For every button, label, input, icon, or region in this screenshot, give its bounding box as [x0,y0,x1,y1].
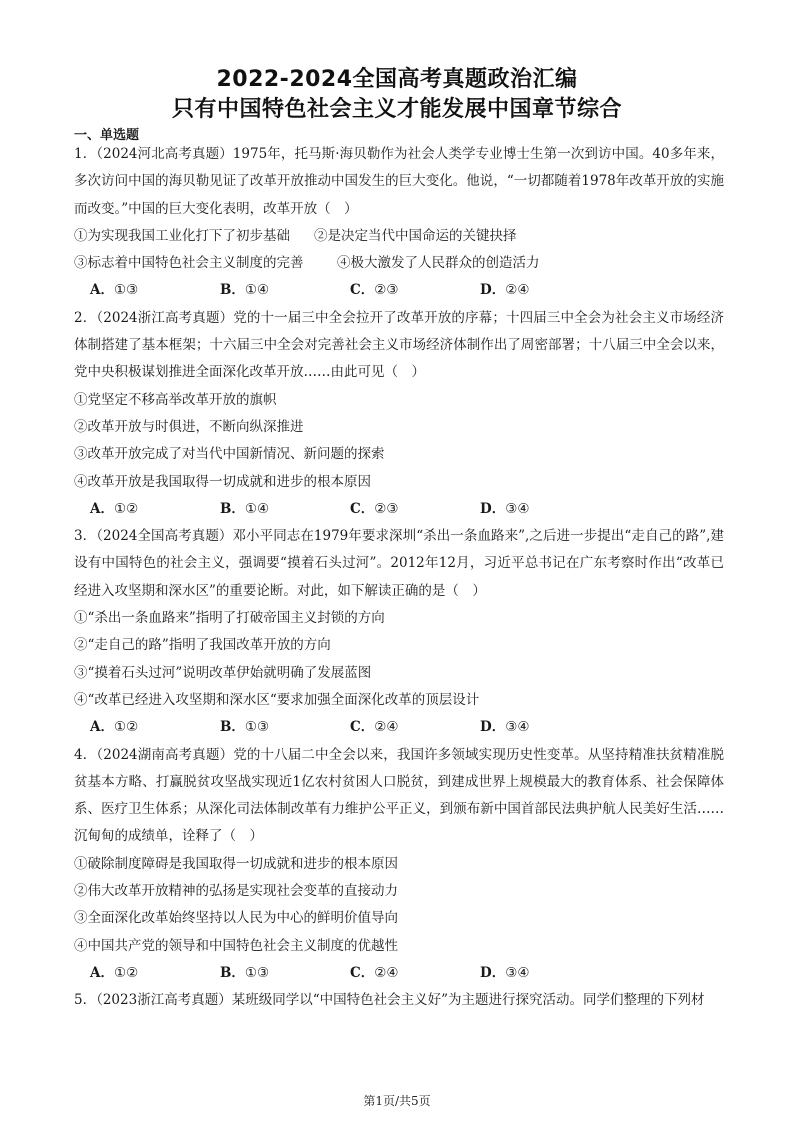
question-stem [74,305,724,387]
question-5 [74,987,724,1014]
statement-row [74,250,724,277]
question-text: 党的十一届三中全会拉开了改革开放的序幕；十四届三中全会为社会主义市场经济体制搭建了基本框架；十六届三中全会对完善社会主义市场经济体制作出了周密部署；十八届三中全会以来，党中央积极谋划推进全面深化改革开放……由此可见（ ） [74,309,725,381]
statement: ④改革开放是我国取得一切成就和进步的根本原因 [74,473,371,490]
question-text: 邓小平同志在1979年要求深圳“杀出一条血路来”,之后进一步提出“走自己的路”,建设有中国特色的社会主义，强调要“摸着石头过河”。2012年12月，习近平总书记在广东考察时作出“改革已经进入攻坚期和深水区”的重要论断。对此，如下解读正确的是（ ） [74,528,725,599]
statement: ①为实现我国工业化打下了初步基础 [74,227,290,244]
statement: ③“摸着石头过河”说明改革伊始就明确了发展蓝图 [74,664,372,681]
question-number: 2． [74,309,97,326]
choice-d[interactable]: D．③④ [480,719,530,736]
question-2 [74,305,724,523]
statement: ②是决定当代中国命运的关键抉择 [314,227,517,244]
choice-d[interactable]: D．②④ [480,282,530,299]
document-title-line1: 2022-2024全国高考真题政治汇编 [216,67,578,92]
statement: ②改革开放与时俱进，不断向纵深推进 [74,418,304,435]
answer-choices [74,496,724,523]
answer-choices [74,277,724,304]
document-title-line2: 只有中国特色社会主义才能发展中国章节综合 [171,97,622,122]
question-4 [74,742,724,988]
question-source: （2024浙江高考真题） [96,309,234,326]
statement: ③标志着中国特色社会主义制度的完善 [74,255,304,272]
question-list [74,141,724,1015]
choice-b[interactable]: B．①④ [220,282,270,299]
choice-d[interactable]: D．③④ [480,500,530,517]
page-footer: 第1页/共5页 [363,1094,431,1108]
question-source: （2024湖南高考真题） [96,746,234,763]
statement: ②伟大改革开放精神的弘扬是实现社会变革的直接动力 [74,883,398,900]
answer-choices [74,960,724,987]
question-source: （2023浙江高考真题） [96,992,232,1009]
choice-a[interactable]: A．①② [90,964,139,981]
choice-c[interactable]: C．②③ [350,500,399,517]
choice-a[interactable]: A．①③ [90,282,139,299]
question-number: 1． [74,146,97,162]
question-number: 5． [74,992,97,1009]
statement: ②“走自己的路”指明了我国改革开放的方向 [74,637,331,654]
statement: ①破除制度障碍是我国取得一切成就和进步的根本原因 [74,855,398,872]
question-number: 3． [74,528,97,545]
statement: ③全面深化改革始终坚持以人民为中心的鲜明价值导向 [74,910,398,927]
question-text: 1975年，托马斯·海贝勒作为社会人类学专业博士生第一次到访中国。40多年来，多次访问中国的海贝勒见证了改革开放推动中国发生的巨大变化。他说，“一切都随着1978年改革开放的实施而改变。”中国的巨大变化表明，改革开放（ ） [74,146,724,217]
answer-choices [74,714,724,741]
question-stem [74,987,724,1014]
statement: ①党坚定不移高举改革开放的旗帜 [74,391,277,408]
statement: ④“改革已经进入攻坚期和深水区“要求加强全面深化改革的顶层设计 [74,691,480,708]
choice-c[interactable]: C．②③ [350,282,399,299]
question-3 [74,523,724,741]
choice-a[interactable]: A．①② [90,719,139,736]
choice-c[interactable]: C．②④ [350,719,399,736]
choice-b[interactable]: B．①④ [220,500,270,517]
choice-d[interactable]: D．③④ [480,964,530,981]
choice-b[interactable]: B．①③ [220,719,270,736]
statement: ③改革开放完成了对当代中国新情况、新问题的探索 [74,446,385,463]
choice-c[interactable]: C．②④ [350,964,399,981]
statement: ①“杀出一条血路来”指明了打破帝国主义封锁的方向 [74,610,385,627]
statement: ④极大激发了人民群众的创造活力 [337,255,540,272]
question-stem [74,523,724,605]
question-source: （2024全国高考真题） [96,528,233,545]
statement: ④中国共产党的领导和中国特色社会主义制度的优越性 [74,937,398,954]
section-heading: 一、单选题 [74,128,140,143]
question-1 [74,141,724,305]
choice-a[interactable]: A．①② [90,500,139,517]
statement-row [74,223,724,250]
question-text: 某班级同学以“中国特色社会主义好”为主题进行探究活动。同学们整理的下列材 [231,992,705,1009]
question-stem [74,141,724,223]
choice-b[interactable]: B．①③ [220,964,270,981]
question-stem [74,742,724,851]
question-text: 党的十八届二中全会以来，我国许多领域实现历史性变革。从坚持精准扶贫精准脱贫基本方略、打赢脱贫攻坚战实现近1亿农村贫困人口脱贫，到建成世界上规模最大的教育体系、社会保障体系、医疗卫生体系；从深化司法体制改革有力维护公平正义，到颁布新中国首部民法典护航人民美好生活……沉甸甸的成绩单，诠释了（ ） [74,746,725,845]
question-number: 4． [74,746,97,763]
question-source: （2024河北高考真题） [96,146,233,162]
